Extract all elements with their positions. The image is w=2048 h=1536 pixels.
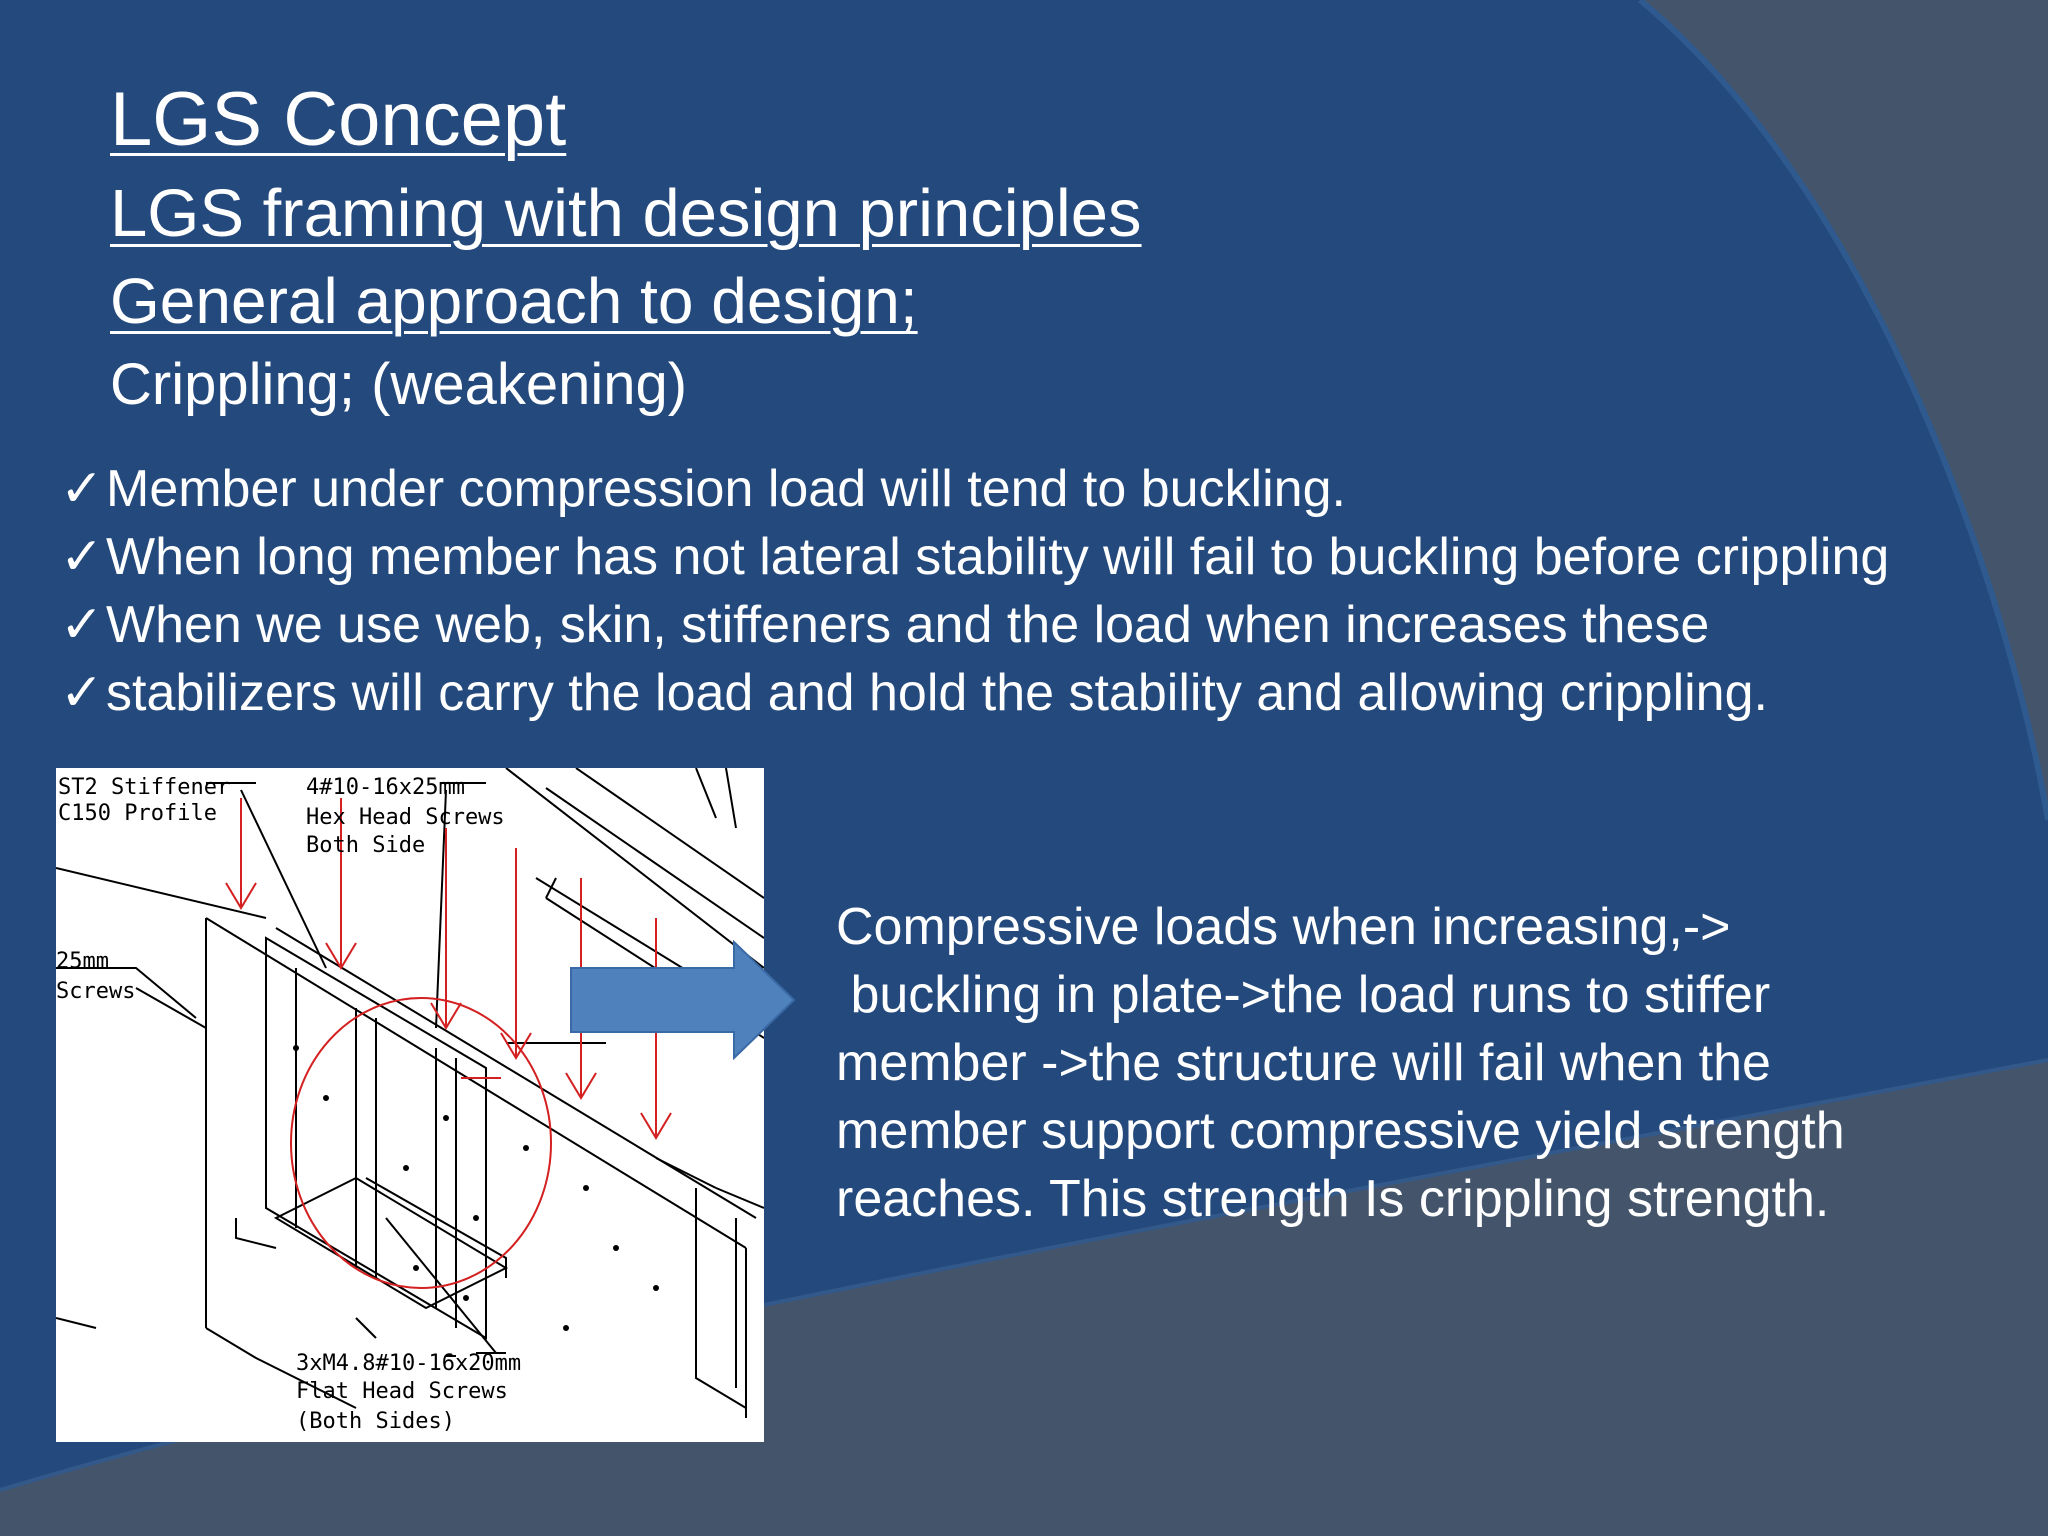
label-bottom-2: Flat Head Screws	[296, 1379, 508, 1404]
slide-title: LGS Concept	[110, 77, 567, 162]
checkmark-icon: ✓	[60, 664, 104, 722]
checkmark-icon: ✓	[60, 528, 104, 586]
label-screws-top-1: 4#10-16x25mm	[306, 775, 465, 800]
section-heading: General approach to design;	[110, 265, 918, 337]
explanation-line: buckling in plate->the load runs to stiffer	[836, 966, 1771, 1024]
label-bottom-3: (Both Sides)	[296, 1409, 455, 1434]
label-stiffener-1: ST2 Stiffener	[58, 775, 231, 800]
label-screws-top-3: Both Side	[306, 833, 426, 858]
explanation-line: member support compressive yield strength	[836, 1102, 1845, 1160]
label-screws-top-2: Hex Head Screws	[306, 805, 505, 830]
bullet-text: When long member has not lateral stability will fail to buckling before crippling	[106, 528, 1890, 586]
label-left-2: Screws	[56, 979, 136, 1004]
bullet-list	[60, 455, 2048, 727]
bullet-item	[60, 659, 2048, 727]
slide-subtitle: LGS framing with design principles	[110, 176, 1142, 251]
checkmark-icon: ✓	[60, 460, 104, 518]
right-arrow-icon	[570, 940, 796, 1060]
explanation-line: member ->the structure will fail when the	[836, 1034, 1771, 1092]
title-block	[110, 70, 1142, 426]
explanation-line: Compressive loads when increasing,->	[836, 898, 1731, 956]
explanation-line: reaches. This strength Is crippling strength.	[836, 1170, 1830, 1228]
label-stiffener-2: C150 Profile	[58, 801, 217, 826]
topic-heading: Crippling; (weakening)	[110, 352, 688, 417]
bullet-text: Member under compression load will tend to buckling.	[106, 460, 1346, 518]
label-left-1: 25mm	[56, 949, 109, 974]
bullet-text: When we use web, skin, stiffeners and the load when increases these	[106, 596, 1710, 654]
bullet-item	[60, 523, 2048, 591]
drawing-canvas	[56, 768, 764, 1442]
explanation-paragraph	[836, 893, 1996, 1233]
stiffener-detail-drawing	[56, 768, 764, 1442]
bullet-item	[60, 455, 2048, 523]
bullet-text: stabilizers will carry the load and hold the stability and allowing crippling.	[106, 664, 1768, 722]
checkmark-icon: ✓	[60, 596, 104, 654]
label-bottom-1: 3xM4.8#10-16x20mm	[296, 1351, 522, 1376]
bullet-item	[60, 591, 2048, 659]
